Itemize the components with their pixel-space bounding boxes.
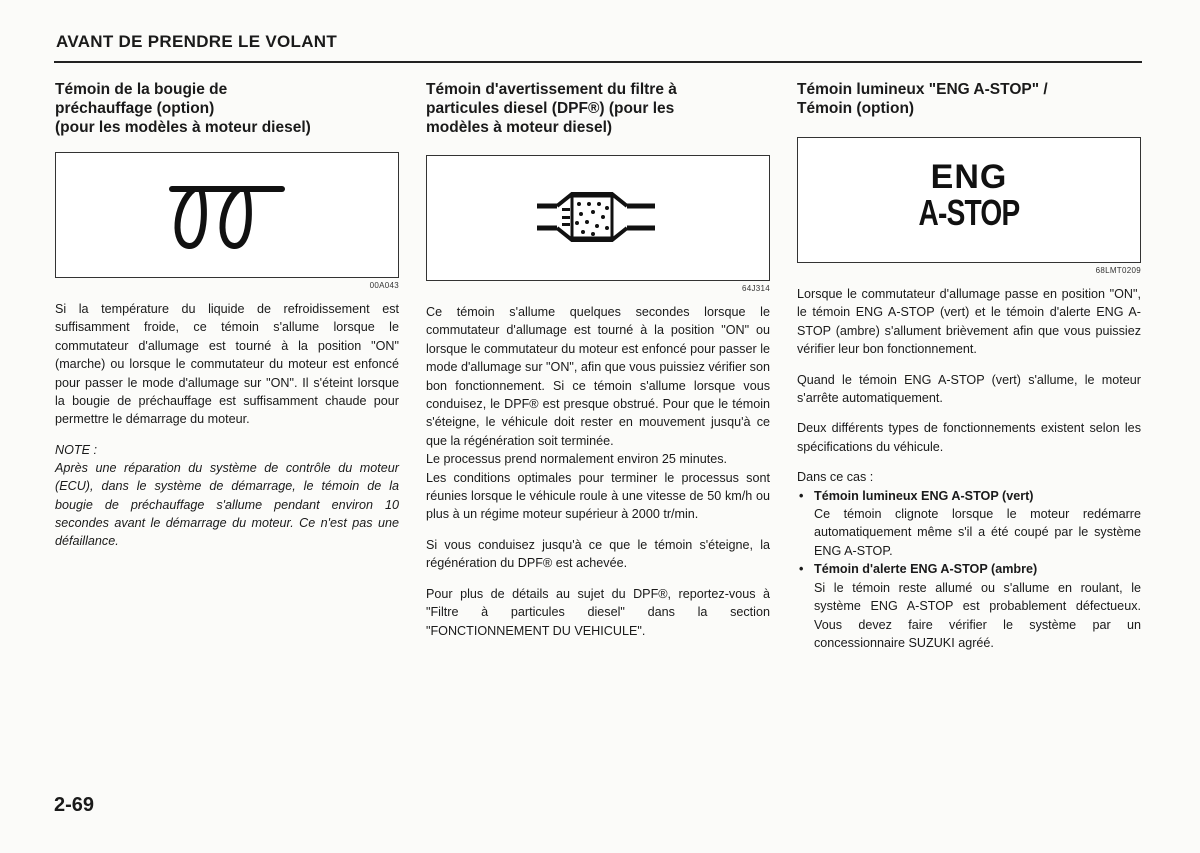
dpf-title: Témoin d'avertissement du filtre à particules diesel (DPF®) (pour les modèles à moteur diesel) (426, 81, 677, 136)
section-header: AVANT DE PRENDRE LE VOLANT (56, 32, 338, 51)
dpf-figure (426, 155, 770, 281)
glow-plug-coil-icon (56, 153, 397, 277)
note-label: NOTE : (55, 442, 97, 457)
eng-a-stop-figure-code: 68LMT0209 (1095, 266, 1141, 275)
column-dpf (426, 80, 770, 652)
list-item: • Témoin d'alerte ENG A-STOP (ambre) Si le témoin reste allumé ou s'allume en roulant, le système ENG A-STOP est probablement défectueux. Vous devez faire vérifier le système par un concessionnaire SUZUKI agréé. (799, 562, 1141, 650)
bullet-icon: • (799, 562, 804, 577)
column-glow-plug (55, 80, 399, 563)
glow-plug-title: Témoin de la bougie de préchauffage (option) (pour les modèles à moteur diesel) (55, 81, 311, 136)
list-item: • Témoin lumineux ENG A-STOP (vert) Ce témoin clignote lorsque le moteur redémarre automatiquement même s'il a été coupé par le système ENG A-STOP. (799, 488, 1141, 558)
dpf-figure-code: 64J314 (741, 284, 770, 293)
dpf-paragraph-2: Le processus prend normalement environ 25 minutes. (426, 452, 728, 467)
eng-a-stop-paragraph-4: Dans ce cas : (797, 470, 874, 485)
eng-a-stop-icon: ENG A-STOP (918, 158, 1020, 233)
column-eng-a-stop (797, 80, 1141, 652)
eng-a-stop-figure (797, 137, 1141, 263)
glow-plug-figure-code: 00A043 (369, 281, 399, 290)
page-number: 2-69 (54, 794, 95, 816)
dpf-paragraph-4: Si vous conduisez jusqu'à ce que le témoin s'éteigne, la régénération du DPF® est achevée. (426, 537, 770, 571)
header-rule (54, 61, 1142, 63)
eng-a-stop-paragraph-2: Quand le témoin ENG A-STOP (vert) s'allume, le moteur s'arrête automatiquement. (797, 372, 1141, 406)
dpf-paragraph-3: Les conditions optimales pour terminer le processus sont réunies lorsque le véhicule roule à une vitesse de 50 km/h ou plus à un régime moteur supérieur à 2000 tr/min. (426, 470, 770, 522)
diesel-particulate-filter-icon (427, 156, 768, 280)
eng-a-stop-paragraph-1: Lorsque le commutateur d'allumage passe en position "ON", le témoin ENG A-STOP (vert) et le témoin d'alerte ENG A-STOP (ambre) s'allument brièvement afin que vous puissiez vérifier leur bon fonctionnement. (797, 287, 1141, 357)
bullet-icon: • (799, 488, 804, 503)
note-text: Après une réparation du système de contrôle du moteur (ECU), dans le système de démarrage, le témoin de la bougie de préchauffage s'allume pendant environ 10 secondes avant le démarrage du moteur. Ce n'est pas une défaillance. (55, 460, 399, 549)
eng-a-stop-paragraph-3: Deux différents types de fonctionnements existent selon les spécifications du véhicule. (797, 421, 1141, 454)
eng-a-stop-bullet-list (797, 487, 1141, 653)
dpf-paragraph-1: Ce témoin s'allume quelques secondes lorsque le commutateur d'allumage est tourné à la position "ON" ou lorsque le commutateur du moteur est enfoncé pour passer le mode d'allumage sur "ON", afin que vous puissiez vérifier son bon fonctionnement. Si ce témoin s'allume lorsque vous conduisez, le DPF® est presque obstrué. Pour que le témoin s'éteigne, le véhicule doit rester en mouvement jusqu'à ce que la régénération soit terminée. (426, 305, 770, 448)
glow-plug-paragraph: Si la température du liquide de refroidissement est suffisamment froide, ce témoin s'allume lorsque le commutateur d'allumage est tourné à la position "ON" (marche) ou lorsque le commutateur du moteur est enfoncé pour passer le mode d'allumage sur "ON". Il s'éteint lorsque la bougie de préchauffage est suffisamment chaude pour permettre le démarrage du moteur. (55, 302, 399, 427)
dpf-paragraph-5: Pour plus de détails au sujet du DPF®, reportez-vous à "Filtre à particules diesel" dans la section "FONCTIONNEMENT DU VEHICULE". (426, 586, 770, 638)
glow-plug-figure (55, 152, 399, 278)
eng-a-stop-title: Témoin lumineux "ENG A-STOP" / Témoin (option) (797, 81, 1048, 117)
